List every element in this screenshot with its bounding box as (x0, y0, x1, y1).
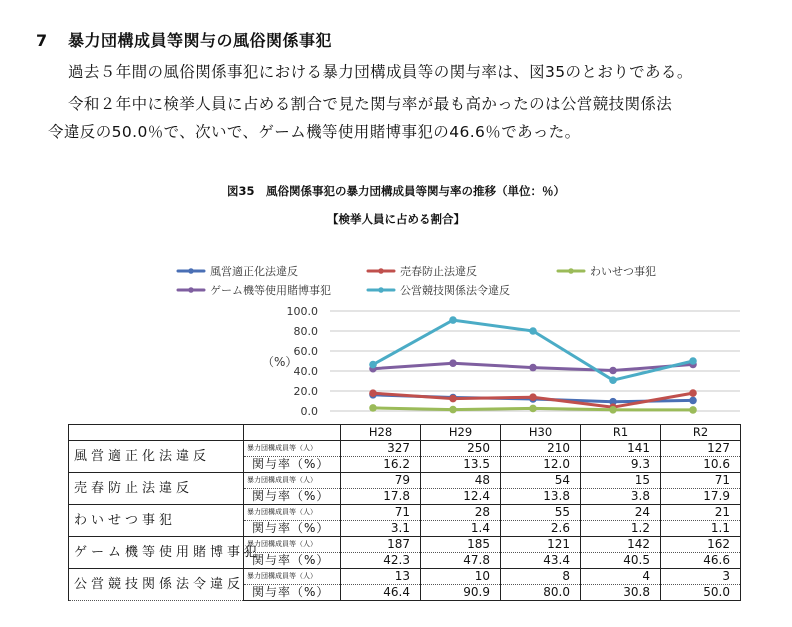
data-point (529, 364, 537, 372)
count-cell: 127 (661, 441, 741, 457)
y-tick-label: 20.0 (293, 385, 318, 398)
paragraph-line-1: 過去５年間の風俗関係事犯における暴力団構成員等の関与率は、図35のとおりである。 (68, 63, 693, 81)
count-cell: 187 (341, 537, 421, 553)
rate-cell: 30.8 (581, 585, 661, 601)
count-cell: 210 (501, 441, 581, 457)
count-cell: 48 (421, 473, 501, 489)
rate-cell: 13.5 (421, 457, 501, 473)
table-corner (69, 425, 244, 441)
year-header: R2 (661, 425, 741, 441)
rate-cell: 1.2 (581, 521, 661, 537)
count-label: 暴力団構成員等（人） (244, 569, 341, 585)
rate-cell: 16.2 (341, 457, 421, 473)
data-point (369, 361, 377, 369)
rate-cell: 1.4 (421, 521, 501, 537)
rate-cell: 80.0 (501, 585, 581, 601)
year-header: H30 (501, 425, 581, 441)
data-point (449, 359, 457, 367)
y-axis-label: （%） (262, 355, 298, 369)
rate-cell: 12.4 (421, 489, 501, 505)
rate-cell: 10.6 (661, 457, 741, 473)
data-table (68, 424, 741, 601)
y-tick-label: 60.0 (293, 345, 318, 358)
count-cell: 71 (341, 505, 421, 521)
count-cell: 250 (421, 441, 501, 457)
count-label: 暴力団構成員等（人） (244, 473, 341, 489)
legend-label: わいせつ事犯 (590, 265, 656, 278)
count-cell: 79 (341, 473, 421, 489)
category-label: ゲーム機等使用賭博事犯 (69, 537, 244, 569)
data-point (689, 389, 697, 397)
y-tick-label: 0.0 (300, 405, 318, 418)
y-tick-label: 40.0 (293, 365, 318, 378)
section-title: 暴力団構成員等関与の風俗関係事犯 (68, 31, 333, 50)
y-tick-label: 80.0 (293, 325, 318, 338)
category-label: 風営適正化法違反 (69, 441, 244, 473)
year-header: R1 (581, 425, 661, 441)
data-point (689, 406, 697, 414)
table-row-count (69, 473, 741, 489)
figure-subtitle: 【検挙人員に占める割合】 (327, 212, 465, 226)
rate-cell: 3.8 (581, 489, 661, 505)
legend-marker (188, 268, 194, 274)
count-cell: 13 (341, 569, 421, 585)
count-cell: 327 (341, 441, 421, 457)
count-label: 暴力団構成員等（人） (244, 505, 341, 521)
data-point (689, 357, 697, 365)
legend-marker (188, 287, 194, 293)
rate-label: 関与率（%） (244, 489, 341, 505)
count-cell: 54 (501, 473, 581, 489)
data-point (449, 395, 457, 403)
count-cell: 24 (581, 505, 661, 521)
data-point (369, 404, 377, 412)
paragraph-line-2: 令和２年中に検挙人員に占める割合で見た関与率が最も高かったのは公営競技関係法 (68, 95, 673, 113)
count-cell: 10 (421, 569, 501, 585)
rate-cell: 13.8 (501, 489, 581, 505)
category-label: 売春防止法違反 (69, 473, 244, 505)
count-cell: 121 (501, 537, 581, 553)
count-cell: 185 (421, 537, 501, 553)
rate-cell: 12.0 (501, 457, 581, 473)
rate-cell: 42.3 (341, 553, 421, 569)
year-header: H28 (341, 425, 421, 441)
data-point (609, 367, 617, 375)
count-cell: 8 (501, 569, 581, 585)
legend-label: 風営適正化法違反 (210, 265, 298, 278)
rate-cell: 1.1 (661, 521, 741, 537)
rate-cell: 40.5 (581, 553, 661, 569)
count-cell: 4 (581, 569, 661, 585)
data-point (529, 405, 537, 413)
y-tick-label: 100.0 (286, 305, 318, 318)
figure-title: 図35 風俗関係事犯の暴力団構成員等関与率の推移（単位：％） (227, 184, 565, 198)
legend-label: ゲーム機等使用賭博事犯 (210, 284, 331, 297)
count-cell: 142 (581, 537, 661, 553)
rate-cell: 43.4 (501, 553, 581, 569)
paragraph-line-3: 令違反の50.0％で、次いで、ゲーム機等使用賭博事犯の46.6％であった。 (48, 123, 581, 141)
data-point (369, 389, 377, 397)
count-cell: 28 (421, 505, 501, 521)
legend-label: 売春防止法違反 (400, 265, 477, 278)
legend-marker (378, 287, 384, 293)
data-point (609, 376, 617, 384)
category-label: わいせつ事犯 (69, 505, 244, 537)
count-cell: 21 (661, 505, 741, 521)
count-label: 暴力団構成員等（人） (244, 441, 341, 457)
category-label: 公営競技関係法令違反 (69, 569, 244, 601)
rate-cell: 50.0 (661, 585, 741, 601)
rate-cell: 3.1 (341, 521, 421, 537)
count-cell: 162 (661, 537, 741, 553)
rate-cell: 17.9 (661, 489, 741, 505)
count-cell: 71 (661, 473, 741, 489)
year-header: H29 (421, 425, 501, 441)
legend-label: 公営競技関係法令違反 (400, 284, 510, 297)
rate-label: 関与率（%） (244, 585, 341, 601)
data-point (689, 397, 697, 405)
table-row-count (69, 569, 741, 585)
section-number: 7 (36, 31, 48, 50)
data-point (529, 327, 537, 335)
rate-label: 関与率（%） (244, 457, 341, 473)
table-row-count (69, 505, 741, 521)
data-point (529, 393, 537, 401)
data-point (449, 316, 457, 324)
rate-cell: 46.4 (341, 585, 421, 601)
rate-cell: 9.3 (581, 457, 661, 473)
rate-label: 関与率（%） (244, 553, 341, 569)
rate-cell: 90.9 (421, 585, 501, 601)
rate-cell: 2.6 (501, 521, 581, 537)
table-header-row (69, 425, 741, 441)
table-row-count (69, 537, 741, 553)
data-point (609, 406, 617, 414)
legend-marker (378, 268, 384, 274)
rate-cell: 17.8 (341, 489, 421, 505)
count-cell: 15 (581, 473, 661, 489)
count-cell: 55 (501, 505, 581, 521)
count-label: 暴力団構成員等（人） (244, 537, 341, 553)
count-cell: 3 (661, 569, 741, 585)
table-corner-sub (244, 425, 341, 441)
rate-cell: 47.8 (421, 553, 501, 569)
rate-label: 関与率（%） (244, 521, 341, 537)
rate-cell: 46.6 (661, 553, 741, 569)
legend-marker (568, 268, 574, 274)
table-row-count (69, 441, 741, 457)
data-point (449, 406, 457, 414)
count-cell: 141 (581, 441, 661, 457)
